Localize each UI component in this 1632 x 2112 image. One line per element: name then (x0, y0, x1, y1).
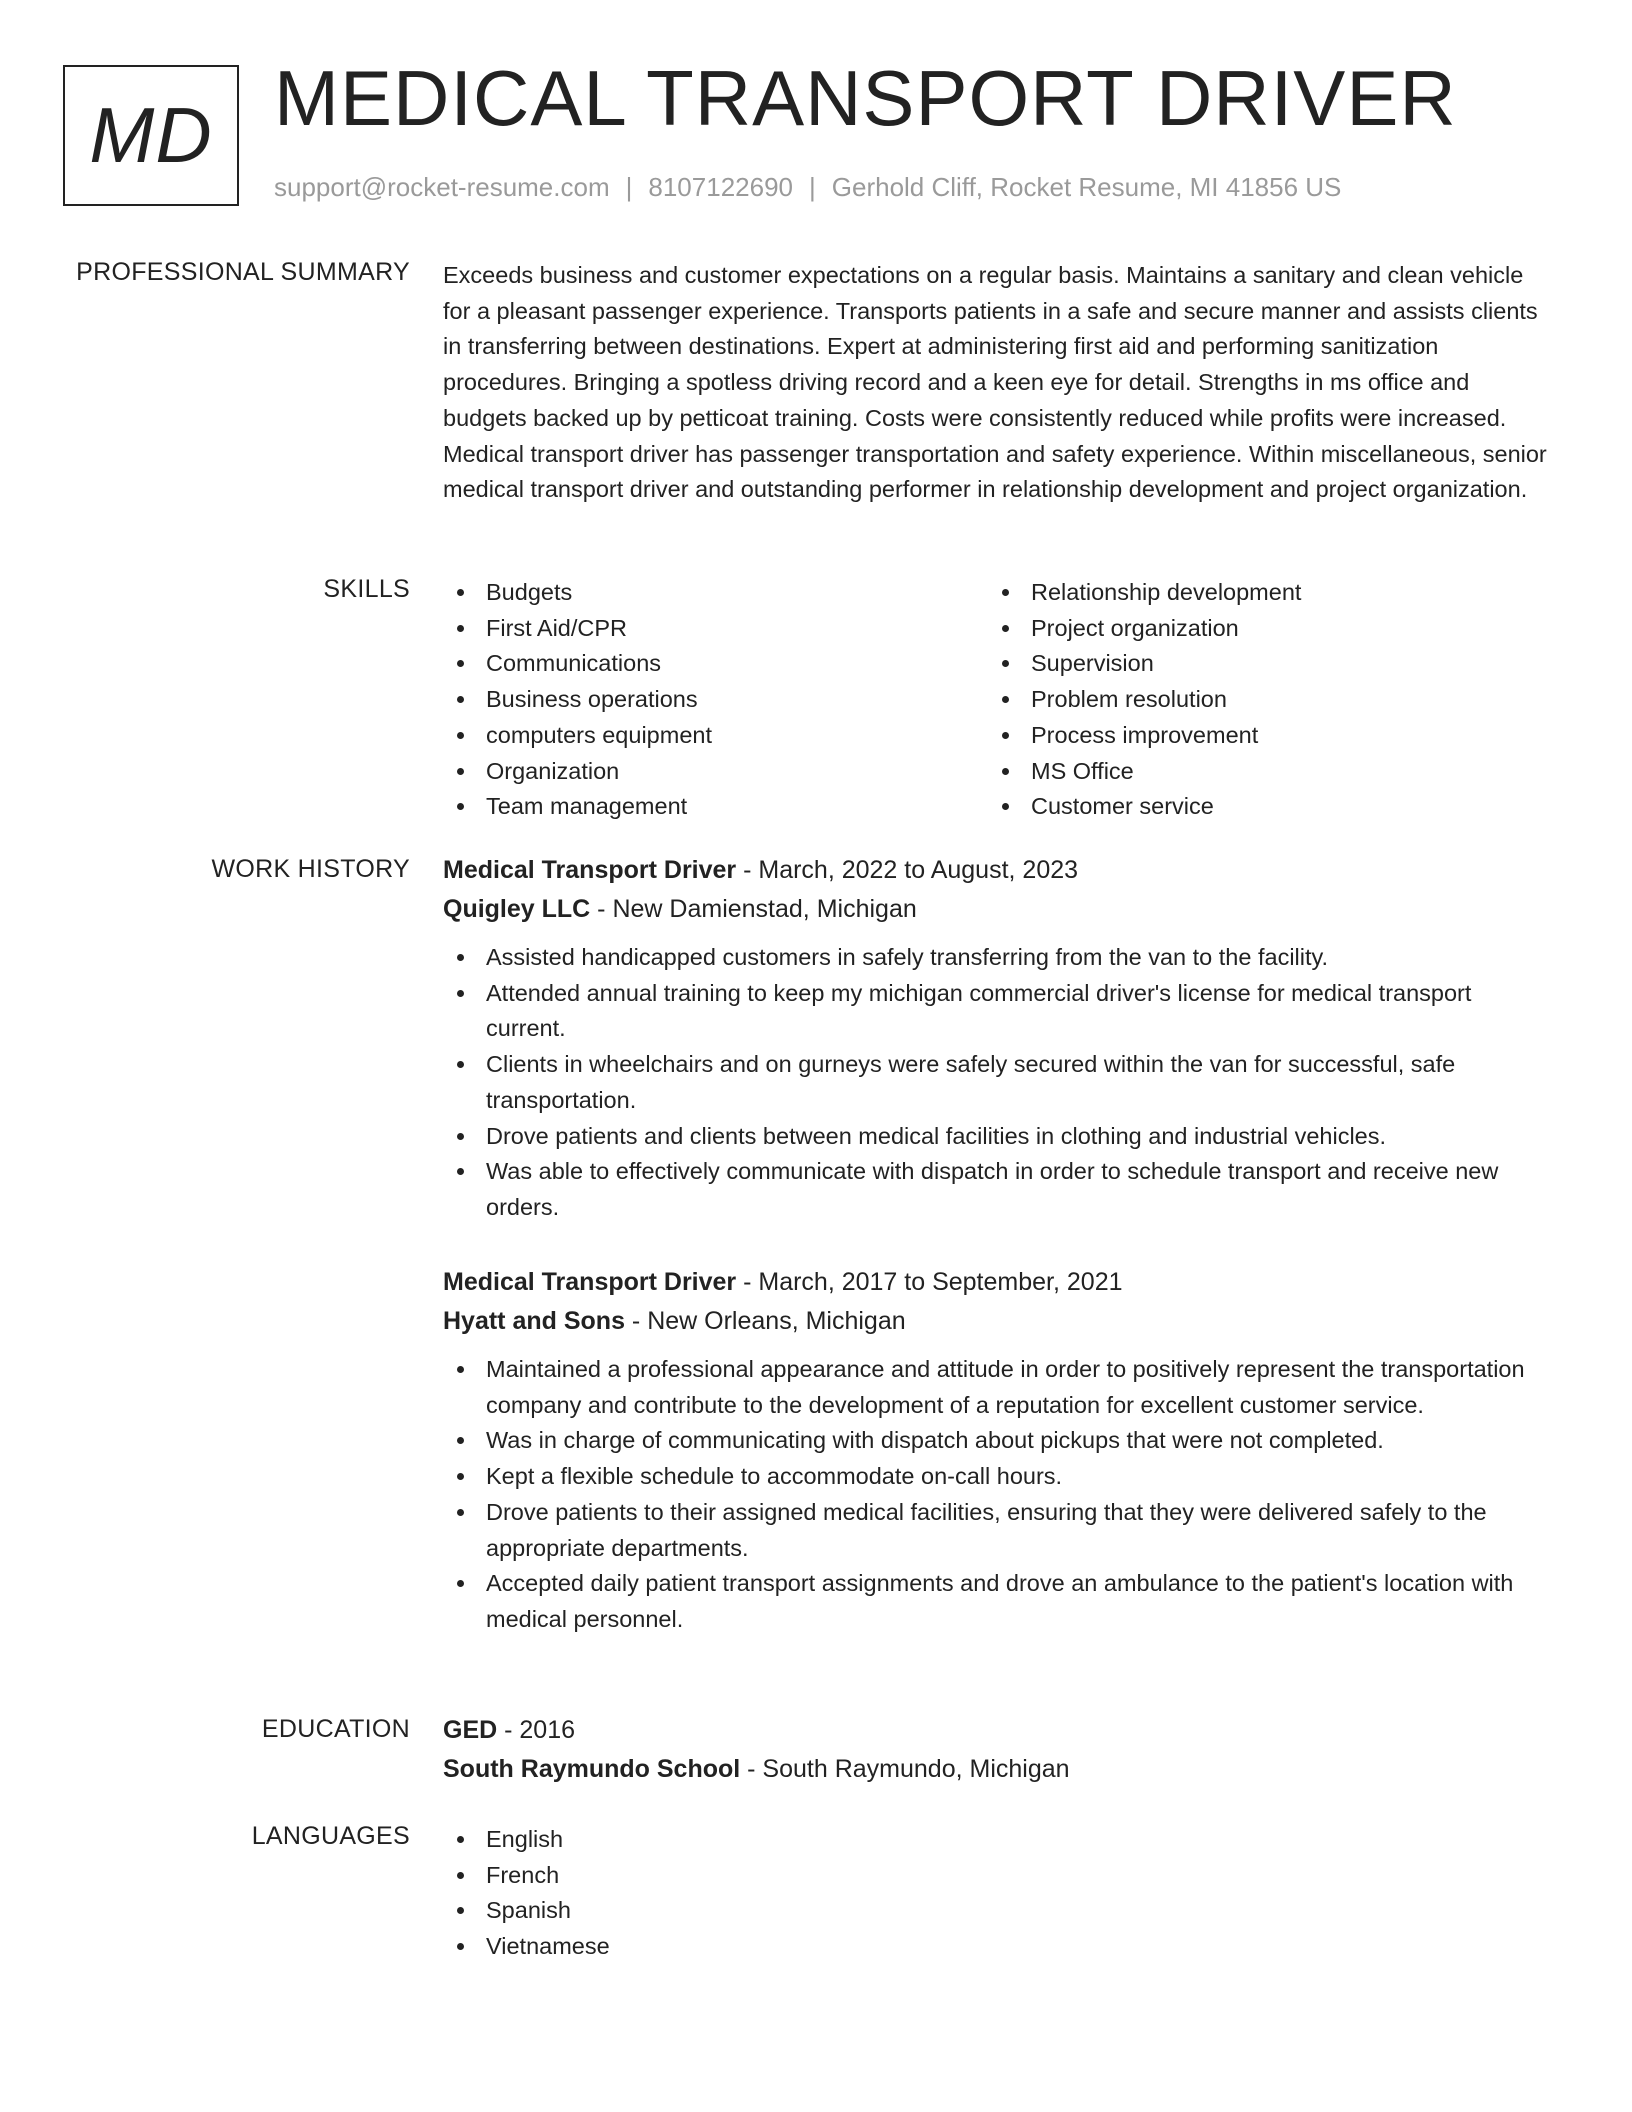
job-company: Quigley LLC (443, 895, 591, 923)
job-bullet: Drove patients to their assigned medical facilities, ensuring that they were delivered safely to the appropriate departments. (443, 1495, 1553, 1566)
job-bullet: Assisted handicapped customers in safely transferring from the van to the facility. (443, 940, 1553, 976)
education-degree: GED (443, 1716, 498, 1744)
job-bullets (443, 940, 1553, 1226)
contact-email: support@rocket-resume.com (274, 172, 610, 202)
job-entry (443, 1263, 1553, 1638)
skills-column-left (443, 575, 988, 825)
languages-list (443, 1822, 1553, 1965)
job-company: Hyatt and Sons (443, 1307, 625, 1335)
job-company-line (443, 890, 1553, 929)
skills-column-right (988, 575, 1533, 825)
job-dates: - March, 2017 to September, 2021 (736, 1268, 1123, 1296)
skill-item: Team management (443, 789, 988, 825)
skill-item: Project organization (988, 611, 1533, 647)
contact-line (274, 172, 1341, 203)
language-item: Vietnamese (443, 1929, 1553, 1965)
job-role-line (443, 851, 1553, 890)
job-bullet: Kept a flexible schedule to accommodate on-call hours. (443, 1459, 1553, 1495)
skill-item: Problem resolution (988, 682, 1533, 718)
job-bullets (443, 1352, 1553, 1638)
job-role-line (443, 1263, 1553, 1302)
skill-item: Organization (443, 754, 988, 790)
monogram-box (63, 65, 239, 206)
section-title-education: EDUCATION (261, 1715, 410, 1743)
education-entry (443, 1711, 1553, 1789)
job-entry (443, 851, 1553, 1226)
language-item: English (443, 1822, 1553, 1858)
skill-item: Process improvement (988, 718, 1533, 754)
skill-item: Relationship development (988, 575, 1533, 611)
job-bullet: Attended annual training to keep my michigan commercial driver's license for medical transport current. (443, 976, 1553, 1047)
job-location: - New Damienstad, Michigan (590, 895, 917, 923)
summary-text: Exceeds business and customer expectations on a regular basis. Maintains a sanitary and clean vehicle for a pleasant passenger experience. Transports patients in a safe and secure manner and assists clients in transferring between destinations. Expert at administering first aid and performing sanitization procedures. Bringing a spotless driving record and a keen eye for detail. Strengths in ms office and budgets backed up by petticoat training. Costs were consistently reduced while profits were increased. Medical transport driver has passenger transportation and safety experience. Within miscellaneous, senior medical transport driver and outstanding performer in relationship development and project organization. (443, 262, 1547, 503)
monogram-initials: MD (89, 91, 213, 179)
job-dates: - March, 2022 to August, 2023 (736, 856, 1079, 884)
skill-item: Business operations (443, 682, 988, 718)
section-title-languages: LANGUAGES (251, 1822, 410, 1850)
job-role: Medical Transport Driver (443, 1268, 737, 1296)
education-school: South Raymundo School (443, 1755, 741, 1783)
section-title-skills: SKILLS (323, 575, 410, 603)
contact-separator: | (625, 172, 633, 202)
job-bullet: Was able to effectively communicate with dispatch in order to schedule transport and receive new orders. (443, 1154, 1553, 1225)
education-school-line (443, 1750, 1553, 1789)
job-company-line (443, 1302, 1553, 1341)
section-title-work: WORK HISTORY (211, 855, 410, 883)
job-location: - New Orleans, Michigan (624, 1307, 906, 1335)
contact-phone: 8107122690 (648, 172, 793, 202)
job-role: Medical Transport Driver (443, 856, 737, 884)
skill-item: computers equipment (443, 718, 988, 754)
contact-address: Gerhold Cliff, Rocket Resume, MI 41856 US (831, 172, 1342, 202)
skill-item: Communications (443, 646, 988, 682)
job-bullet: Maintained a professional appearance and attitude in order to positively represent the transportation company and contribute to the development of a reputation for excellent customer service. (443, 1352, 1553, 1423)
skill-item: Customer service (988, 789, 1533, 825)
job-bullet: Was in charge of communicating with dispatch about pickups that were not completed. (443, 1423, 1553, 1459)
job-bullet: Accepted daily patient transport assignments and drove an ambulance to the patient's location with medical personnel. (443, 1566, 1553, 1637)
skill-item: First Aid/CPR (443, 611, 988, 647)
section-title-summary: PROFESSIONAL SUMMARY (76, 258, 410, 286)
job-bullet: Drove patients and clients between medical facilities in clothing and industrial vehicles. (443, 1119, 1553, 1155)
skills-list (443, 575, 1553, 825)
language-item: Spanish (443, 1893, 1553, 1929)
language-item: French (443, 1858, 1553, 1894)
skill-item: MS Office (988, 754, 1533, 790)
education-degree-line (443, 1711, 1553, 1750)
skill-item: Budgets (443, 575, 988, 611)
education-location: - South Raymundo, Michigan (740, 1755, 1070, 1783)
skill-item: Supervision (988, 646, 1533, 682)
education-year: - 2016 (497, 1716, 576, 1744)
job-bullet: Clients in wheelchairs and on gurneys were safely secured within the van for successful, safe transportation. (443, 1047, 1553, 1118)
candidate-title: MEDICAL TRANSPORT DRIVER (274, 54, 1457, 142)
contact-separator: | (809, 172, 816, 202)
